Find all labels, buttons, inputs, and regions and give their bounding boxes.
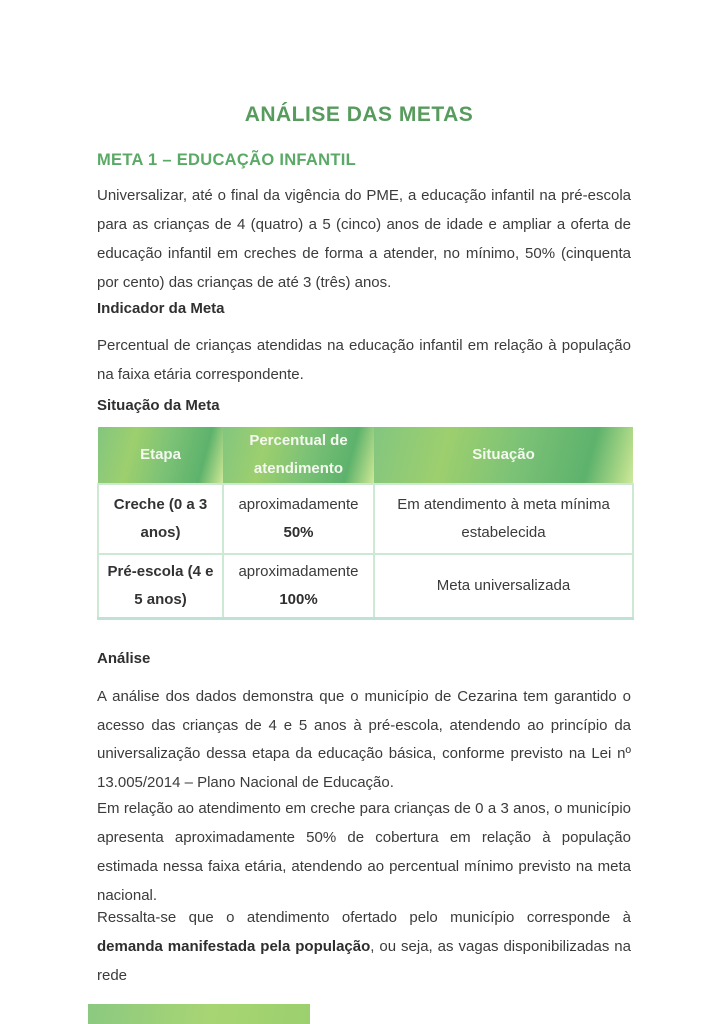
table-body [98, 484, 633, 619]
cell-situacao: Em atendimento à meta mínima estabelecida [374, 484, 633, 554]
analysis-heading: Análise [97, 650, 151, 667]
situation-heading: Situação da Meta [97, 397, 220, 414]
indicator-heading: Indicador da Meta [97, 300, 225, 317]
indicator-paragraph: Percentual de crianças atendidas na educação infantil em relação à população na faixa etária correspondente. [97, 337, 631, 383]
cell-percentual: aproximadamente 50% [223, 484, 374, 554]
document-title: ANÁLISE DAS METAS [244, 103, 474, 126]
goal-paragraph: Universalizar, até o final da vigência do PME, a educação infantil na pré-escola para as crianças de 4 (quatro) a 5 (cinco) anos de idade e ampliar a oferta de educação infantil em creches de forma a atender, no mínimo, 50% (cinquenta por cento) das crianças de até 3 (três) anos. [97, 187, 631, 291]
analysis-paragraph-1: A análise dos dados demonstra que o município de Cezarina tem garantido o acesso das crianças de 4 e 5 anos à pré-escola, atendendo ao princípio da universalização dessa etapa da educação básica, conforme previsto na Lei nº 13.005/2014 – Plano Nacional de Educação. [97, 688, 631, 791]
cell-etapa: Pré-escola (4 e 5 anos) [98, 554, 223, 619]
table-row [98, 484, 633, 554]
next-table-partial-header-edge [88, 1004, 310, 1024]
column-header-etapa: Etapa [98, 427, 223, 484]
column-header-percentual: Percentual de atendimento [223, 427, 374, 484]
analysis-paragraph-3: Ressalta-se que o atendimento ofertado pelo município corresponde à demanda manifestada pela população, ou seja, as vagas disponibilizadas na rede [97, 909, 631, 984]
table-header-row [98, 427, 633, 484]
cell-percentual: aproximadamente 100% [223, 554, 374, 619]
cell-etapa: Creche (0 a 3 anos) [98, 484, 223, 554]
analysis-paragraph-2: Em relação ao atendimento em creche para crianças de 0 a 3 anos, o município apresenta aproximadamente 50% de cobertura em relação à população estimada nessa faixa etária, atendendo ao percentual mínimo previsto na meta nacional. [97, 800, 631, 904]
cell-situacao: Meta universalizada [374, 554, 633, 619]
table-row [98, 554, 633, 619]
situation-table [97, 427, 634, 620]
column-header-situacao: Situação [374, 427, 633, 484]
meta1-section-heading: META 1 – EDUCAÇÃO INFANTIL [97, 151, 356, 169]
